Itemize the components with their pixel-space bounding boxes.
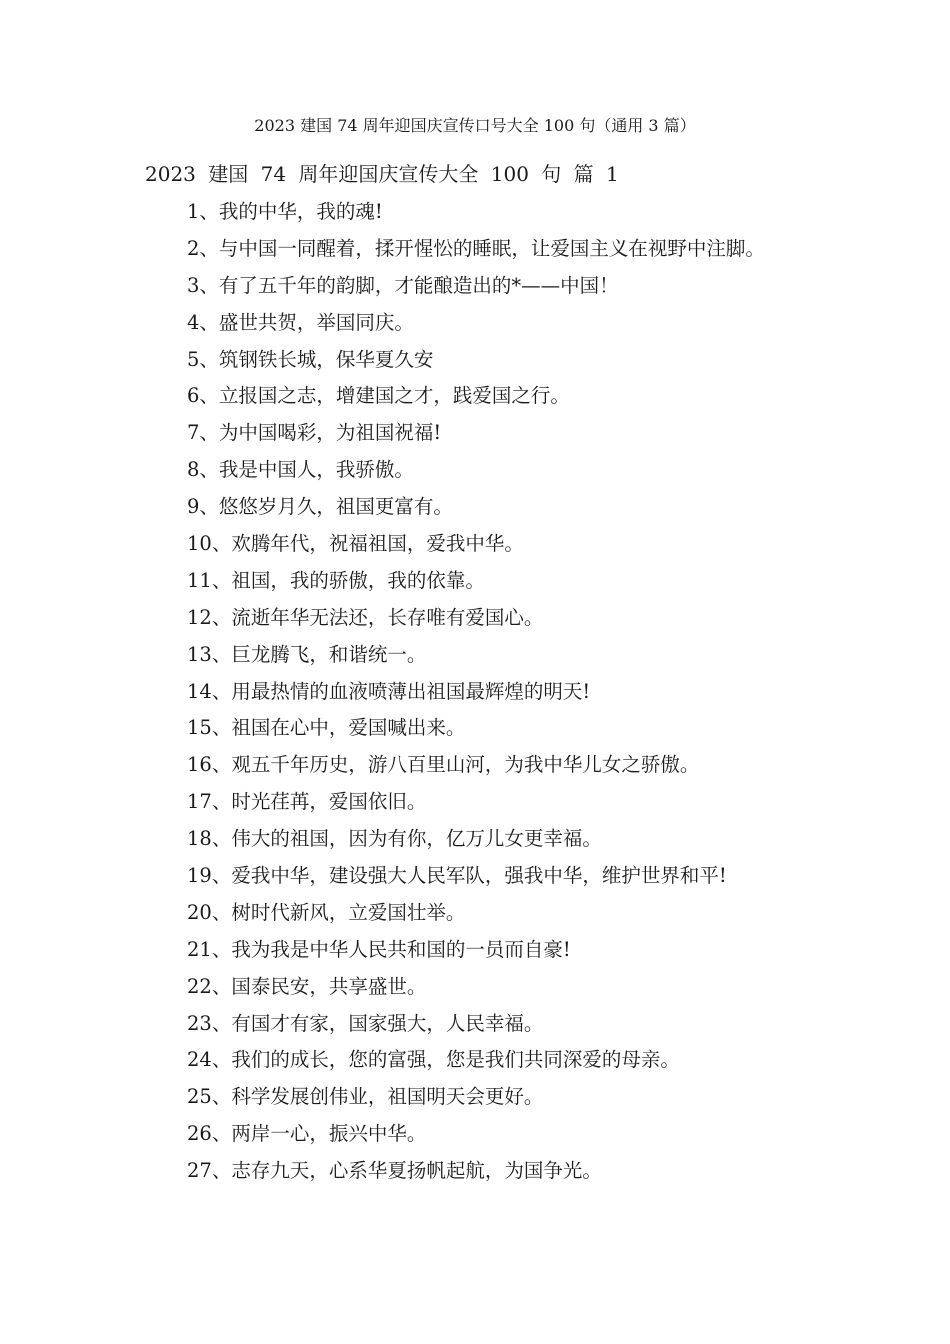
list-item: 26、两岸一心，振兴中华。 — [187, 1122, 427, 1146]
document-title: 2023 建国 74 周年迎国庆宣传口号大全 100 句（通用 3 篇） — [254, 116, 696, 135]
list-item: 17、时光荏苒，爱国依旧。 — [187, 790, 427, 814]
list-item: 13、巨龙腾飞，和谐统一。 — [187, 642, 427, 666]
list-item: 6、立报国之志，增建国之才，践爱国之行。 — [187, 384, 570, 408]
list-item: 27、志存九天，心系华夏扬帆起航，为国争光。 — [187, 1159, 602, 1183]
slogan-list — [187, 197, 927, 1193]
list-item: 12、流逝年华无法还，长存唯有爱国心。 — [187, 605, 544, 629]
list-item: 8、我是中国人，我骄傲。 — [187, 458, 414, 482]
list-item: 1、我的中华，我的魂! — [187, 200, 383, 223]
list-item: 11、祖国，我的骄傲，我的依靠。 — [187, 568, 485, 592]
section-heading: 2023 建国 74 周年迎国庆宣传大全 100 句 篇 1 — [145, 162, 619, 186]
list-item: 19、爱我中华，建设强大人民军队，强我中华，维护世界和平! — [187, 864, 727, 888]
list-item: 14、用最热情的血液喷薄出祖国最辉煌的明天! — [187, 679, 591, 703]
list-item: 22、国泰民安，共享盛世。 — [187, 974, 427, 998]
list-item: 4、盛世共贺，举国同庆。 — [187, 310, 414, 334]
list-item: 24、我们的成长，您的富强，您是我们共同深爱的母亲。 — [187, 1048, 680, 1072]
list-item: 10、欢腾年代，祝福祖国，爱我中华。 — [187, 532, 524, 556]
list-item: 5、筑钢铁长城，保华夏久安 — [187, 347, 434, 371]
list-item: 2、与中国一同醒着，揉开惺忪的睡眠，让爱国主义在视野中注脚。 — [187, 236, 765, 260]
list-item: 20、树时代新风，立爱国壮举。 — [187, 900, 466, 924]
list-item: 18、伟大的祖国，因为有你，亿万儿女更幸福。 — [187, 827, 602, 851]
list-item: 25、科学发展创伟业，祖国明天会更好。 — [187, 1085, 544, 1109]
list-item: 3、有了五千年的韵脚，才能酿造出的*——中国！ — [187, 273, 619, 297]
list-item: 21、我为我是中华人民共和国的一员而自豪! — [187, 937, 571, 961]
list-item: 23、有国才有家，国家强大，人民幸福。 — [187, 1011, 544, 1035]
list-item: 7、为中国喝彩，为祖国祝福! — [187, 421, 442, 445]
list-item: 16、观五千年历史，游八百里山河，为我中华儿女之骄傲。 — [187, 753, 700, 777]
list-item: 15、祖国在心中，爱国喊出来。 — [187, 716, 466, 740]
list-item: 9、悠悠岁月久，祖国更富有。 — [187, 495, 453, 519]
